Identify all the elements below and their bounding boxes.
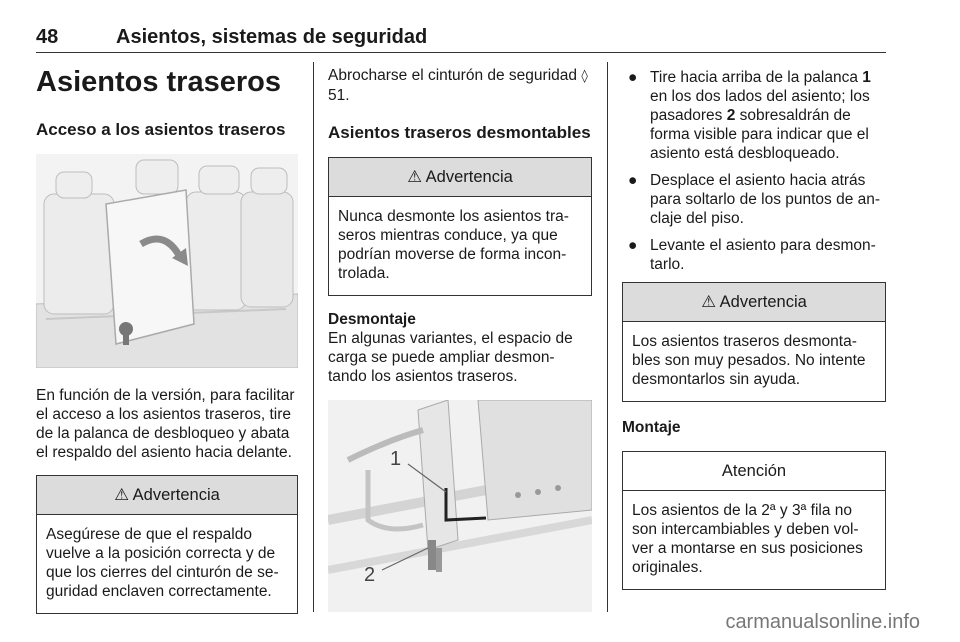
- warning-text: Los asientos traseros desmonta-bles son muy pesados. No intente desmontarlos sin ayuda.: [632, 333, 866, 388]
- page-number: 48: [36, 26, 59, 48]
- warning-title: Advertencia: [425, 168, 513, 186]
- section-title: Asientos traseros: [36, 66, 281, 98]
- access-paragraph: En función de la versión, para facilitar el acceso a los asientos traseros, tire de la palanca de desbloqueo y abata el respaldo del asiento hacia delante.: [36, 387, 295, 461]
- callout-2: 2: [364, 564, 376, 586]
- column-middle: [328, 60, 592, 612]
- list-item: ● Desplace el asiento hacia atrás para soltarlo de los puntos de an-claje del piso.: [628, 172, 881, 227]
- desmontaje-heading: Desmontaje: [328, 311, 416, 328]
- bullet-icon: ●: [628, 69, 638, 86]
- warning-box-heavy: [622, 282, 886, 402]
- warning-header: [37, 476, 297, 515]
- column-left: [36, 60, 298, 614]
- warning-header: [329, 158, 591, 197]
- bullet-icon: ●: [628, 172, 638, 189]
- warning-text: Nunca desmonte los asientos tra-seros mientras conduce, ya que podrían moverse de forma incon-trolada.: [338, 208, 569, 282]
- label-1: 1: [862, 69, 871, 86]
- desmontaje-paragraph: En algunas variantes, el espacio de carga se puede ampliar desmon-tando los asientos traseros.: [328, 330, 573, 385]
- rear-seat-illustration: [36, 154, 298, 368]
- warning-triangle-icon: ⚠: [407, 168, 422, 186]
- warning-title: Advertencia: [132, 486, 220, 504]
- warning-triangle-icon: ⚠: [114, 486, 129, 504]
- column-right: [622, 60, 886, 590]
- attention-text: Los asientos de la 2ª y 3ª fila no son intercambiables y deben vol-ver a montarse en sus posiciones originales.: [632, 502, 863, 576]
- list-item: ● Levante el asiento para desmon-tarlo.: [628, 237, 876, 273]
- warning-title: Advertencia: [719, 293, 807, 311]
- warning-header: [623, 283, 885, 322]
- watermark: carmanualsonline.info: [725, 611, 920, 633]
- column-divider: [313, 62, 314, 612]
- callout-1: 1: [390, 448, 402, 470]
- subheading-access: Acceso a los asientos traseros: [36, 120, 286, 139]
- list-item: ● Tire hacia arriba de la palanca 1 en los dos lados del asiento; los pasadores 2 sobresaldrán de forma visible para indicar que el asiento está desbloqueado.: [628, 69, 871, 162]
- label-2: 2: [726, 107, 736, 124]
- warning-triangle-icon: ⚠: [701, 293, 716, 311]
- chapter-title: Asientos, sistemas de seguridad: [116, 26, 428, 48]
- subheading-removable: Asientos traseros desmontables: [328, 123, 591, 142]
- seat-drawing: [36, 154, 298, 368]
- warning-box-driving: [328, 157, 592, 296]
- seatbelt-reference: [328, 66, 592, 105]
- page-reference-icon: ◊: [581, 69, 588, 84]
- removal-steps: [622, 68, 886, 274]
- bullet-icon: ●: [628, 237, 638, 254]
- column-divider: [607, 62, 608, 612]
- seat-latch-illustration: [328, 400, 592, 612]
- seatbelt-reference-text: Abrocharse el cinturón de seguridad: [328, 67, 578, 84]
- montaje-heading: Montaje: [622, 419, 681, 436]
- page-reference-link[interactable]: 51.: [328, 87, 350, 104]
- attention-box: [622, 451, 886, 590]
- warning-box-backrest: [36, 475, 298, 614]
- page-header: [36, 22, 886, 53]
- attention-header: [623, 452, 885, 491]
- warning-text: Asegúrese de que el respaldo vuelve a la posición correcta y de que los cierres del cinturón de se-guridad enclaven correctamente.: [46, 526, 279, 600]
- attention-title: Atención: [721, 462, 787, 480]
